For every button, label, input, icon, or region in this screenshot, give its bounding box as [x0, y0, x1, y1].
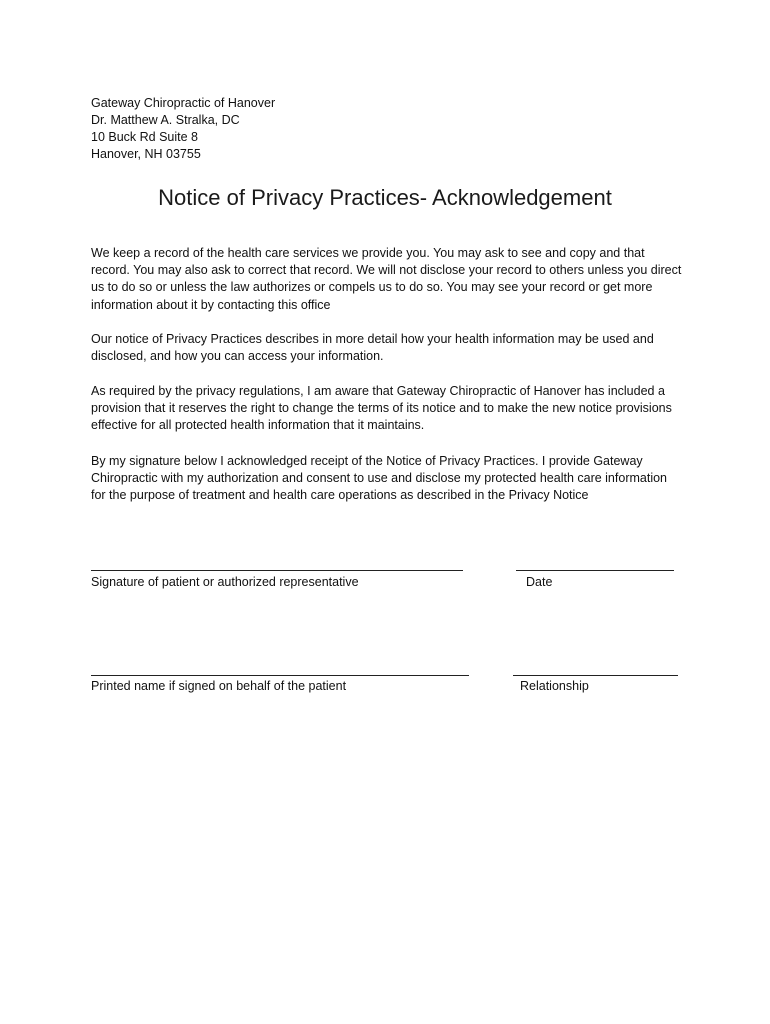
street-address: 10 Buck Rd Suite 8 — [91, 130, 199, 144]
paragraph-notice-description: Our notice of Privacy Practices describes in more detail how your health information may be used and disclosed, and how you can access your information. — [91, 332, 654, 364]
signature-label: Signature of patient or authorized representative — [91, 575, 359, 589]
date-label: Date — [526, 575, 553, 589]
relationship-label: Relationship — [520, 679, 589, 693]
paragraph-acknowledgement: By my signature below I acknowledged receipt of the Notice of Privacy Practices. I provide Gateway Chiropractic with my authorization and consent to use and disclose my protected health care information for the purpose of treatment and health care operations as described in the Privacy Notice — [91, 454, 667, 503]
paragraph-privacy-regulations: As required by the privacy regulations, I am aware that Gateway Chiropractic of Hanover has included a provision that it reserves the right to change the terms of its notice and to make the new notice provisions effective for all protected health information that it maintains. — [91, 384, 672, 433]
printed-name-line[interactable] — [91, 675, 469, 676]
printed-name-label: Printed name if signed on behalf of the patient — [91, 679, 347, 693]
practice-name: Gateway Chiropractic of Hanover — [91, 96, 276, 110]
city-state-zip: Hanover, NH 03755 — [91, 147, 201, 161]
document-title: Notice of Privacy Practices- Acknowledgement — [158, 185, 612, 210]
relationship-line[interactable] — [513, 675, 678, 676]
doctor-name: Dr. Matthew A. Stralka, DC — [91, 113, 240, 127]
practice-address-block — [91, 95, 275, 163]
signature-line[interactable] — [91, 570, 463, 571]
date-line[interactable] — [516, 570, 674, 571]
paragraph-record-access: We keep a record of the health care services we provide you. You may ask to see and copy and that record. You may also ask to correct that record. We will not disclose your record to others unless you direct us to do so or unless the law authorizes or compels us to do so. You may see your record or get more information about it by contacting this office — [91, 246, 682, 312]
